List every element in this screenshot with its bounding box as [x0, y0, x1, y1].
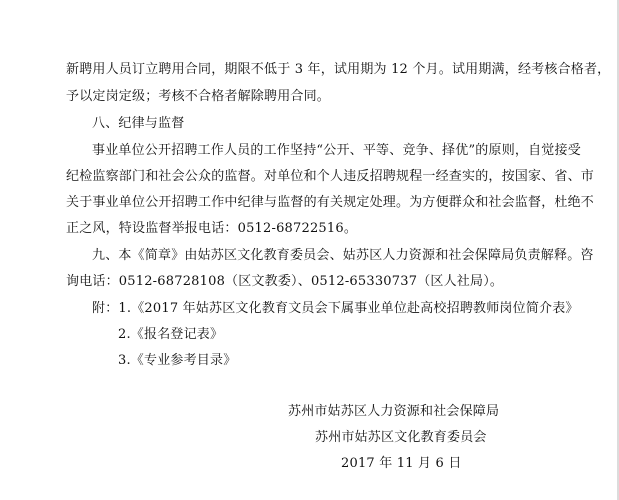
signature-date: 2017 年 11 月 6 日 [341, 456, 462, 471]
body-line-9: 询电话：0512-68728108（区文教委）、0512-65330737（区人社局）。 [66, 274, 504, 289]
attachment-1: 附：1.《2017 年姑苏区文化教育文员会下属事业单位赴高校招聘教师岗位简介表》 [92, 301, 579, 316]
attachment-2: 2.《报名登记表》 [118, 327, 224, 342]
signature-org-hr: 苏州市姑苏区人力资源和社会保障局 [288, 404, 500, 419]
section-heading-interpretation: 九、本《简章》由姑苏区文化教育委员会、姑苏区人力资源和社会保障局负责解释。咨 [92, 248, 594, 263]
attachment-3: 3.《专业参考目录》 [118, 353, 237, 368]
body-line-1: 新聘用人员订立聘用合同，期限不低于 3 年，试用期为 12 个月。试用期满，经考核合格者， [66, 62, 611, 77]
body-line-7: 正之风，特设监督举报电话：0512-68722516。 [66, 221, 358, 236]
signature-org-education: 苏州市姑苏区文化教育委员会 [315, 430, 487, 445]
body-line-6: 关于事业单位公开招聘工作中纪律与监督的有关规定处理。为方便群众和社会监督，杜绝不 [66, 195, 595, 210]
body-line-2: 予以定岗定级；考核不合格者解除聘用合同。 [66, 89, 331, 104]
section-heading-discipline: 八、纪律与监督 [92, 116, 185, 131]
body-line-5: 纪检监察部门和社会公众的监督。对单位和个人违反招聘规程一经查实的，按国家、省、市 [66, 169, 595, 184]
body-line-4: 事业单位公开招聘工作人员的工作坚持“公开、平等、竞争、择优”的原则，自觉接受 [92, 143, 581, 158]
